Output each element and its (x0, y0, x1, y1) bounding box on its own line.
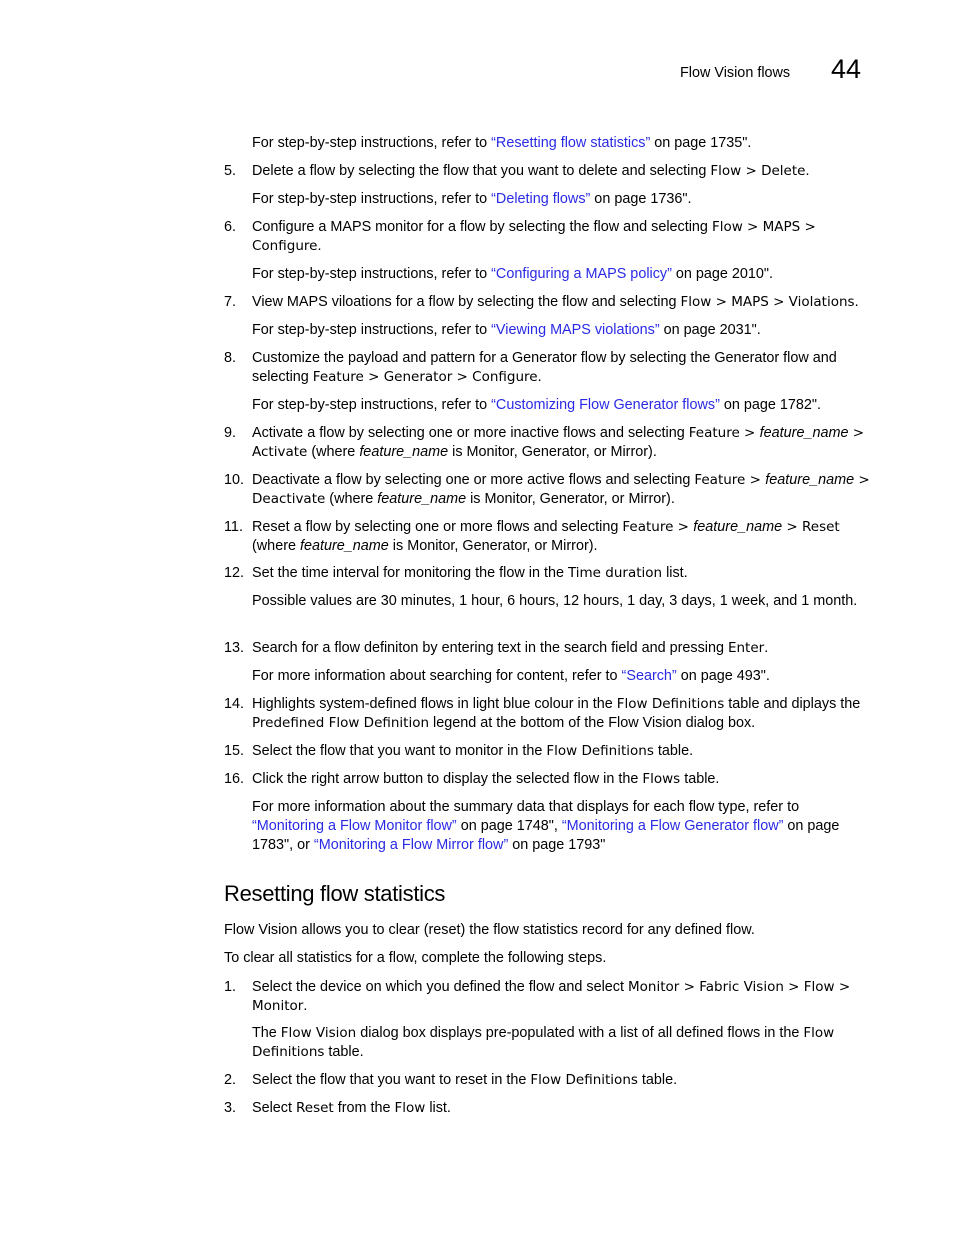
step-text: Select the device on which you defined the flow and select Monitor > Fabric Vision > Flow > Monitor. (252, 979, 851, 1014)
ui-label: Enter (727, 640, 765, 656)
paragraph: Flow Vision allows you to clear (reset) the flow statistics record for any defined flow. (224, 922, 755, 938)
cross-reference-link[interactable]: “Configuring a MAPS policy” (491, 266, 672, 282)
ui-label: Flows (642, 771, 681, 787)
cross-reference-link[interactable]: “Monitoring a Flow Mirror flow” (313, 837, 509, 853)
ui-label: Flow > MAPS > Configure (252, 219, 816, 254)
step-number: 9. (224, 425, 237, 441)
step-text: Configure a MAPS monitor for a flow by selecting the flow and selecting Flow > MAPS > Configure. (252, 219, 816, 254)
ui-label: Feature > Generator > Configure (312, 369, 538, 385)
ui-label: Flow > MAPS > Violations (680, 294, 855, 310)
cross-reference-link[interactable]: “Monitoring a Flow Monitor flow” (252, 818, 457, 834)
step-text: Customize the payload and pattern for a Generator flow by selecting the Generator flow and selecting Feature > Generator > Configure. (252, 350, 837, 385)
paragraph: For more information about searching for content, refer to “Search” on page 493". (252, 668, 770, 684)
step-text: Set the time interval for monitoring the flow in the Time duration list. (252, 565, 688, 581)
paragraph: For step-by-step instructions, refer to “Customizing Flow Generator flows” on page 1782". (252, 397, 821, 413)
step-text: Deactivate a flow by selecting one or more active flows and selecting Feature > feature_name > Deactivate (where feature_name is Monitor, Generator, or Mirror). (252, 472, 870, 507)
running-header-title: Flow Vision flows (680, 65, 791, 81)
step-number: 14. (224, 696, 245, 712)
cross-reference-link[interactable]: “Monitoring a Flow Generator flow” (561, 818, 784, 834)
paragraph: For more information about the summary data that displays for each flow type, refer to “Monitoring a Flow Monitor flow” on page 1748", “Monitoring a Flow Generator flow” on page 1783", or “Monitoring a Flow Mirror flow” on page 1793" (252, 799, 840, 853)
step-text: Select the flow that you want to reset in the Flow Definitions table. (252, 1072, 678, 1088)
chapter-number: 44 (831, 54, 862, 84)
step-number: 1. (224, 979, 237, 995)
step-number: 7. (224, 294, 237, 310)
step-text: Highlights system-defined flows in light blue colour in the Flow Definitions table and diplays the Predefined Flow Definition legend at the bottom of the Flow Vision dialog box. (252, 696, 861, 731)
cross-reference-link[interactable]: “Viewing MAPS violations” (491, 322, 660, 338)
cross-reference-link[interactable]: “Resetting flow statistics” (491, 135, 651, 151)
step-text: View MAPS viloations for a flow by selecting the flow and selecting Flow > MAPS > Violations. (252, 294, 859, 310)
step-number: 15. (224, 743, 245, 759)
cross-reference-link[interactable]: “Search” (621, 668, 677, 684)
ui-label: Time duration (567, 565, 663, 581)
cross-reference-link[interactable]: “Deleting flows” (491, 191, 591, 207)
section-heading: Resetting flow statistics (224, 881, 446, 906)
step-text: Activate a flow by selecting one or more inactive flows and selecting Feature > feature_name > Activate (where feature_name is Monitor, Generator, or Mirror). (252, 425, 865, 460)
step-text: Delete a flow by selecting the flow that you want to delete and selecting Flow > Delete. (252, 163, 810, 179)
step-number: 11. (224, 519, 243, 535)
step-number: 2. (224, 1072, 237, 1088)
step-number: 5. (224, 163, 237, 179)
cross-reference-link[interactable]: “Customizing Flow Generator flows” (491, 397, 720, 413)
paragraph: The Flow Vision dialog box displays pre-populated with a list of all defined flows in the Flow Definitions table. (252, 1025, 835, 1060)
paragraph: For step-by-step instructions, refer to “Configuring a MAPS policy” on page 2010". (252, 266, 774, 282)
step-text: Select the flow that you want to monitor in the Flow Definitions table. (252, 743, 694, 759)
paragraph: For step-by-step instructions, refer to “Viewing MAPS violations” on page 2031". (252, 322, 761, 338)
step-number: 13. (224, 640, 245, 656)
step-text: Click the right arrow button to display the selected flow in the Flows table. (252, 771, 720, 787)
step-number: 8. (224, 350, 237, 366)
ui-label: Flow Definitions (530, 1072, 638, 1088)
step-number: 6. (224, 219, 237, 235)
paragraph: Possible values are 30 minutes, 1 hour, 6 hours, 12 hours, 1 day, 3 days, 1 week, and 1 month. (252, 593, 858, 609)
step-number: 10. (224, 472, 245, 488)
paragraph: For step-by-step instructions, refer to “Deleting flows” on page 1736". (252, 191, 692, 207)
step-text: Select Reset from the Flow list. (252, 1100, 451, 1116)
paragraph: To clear all statistics for a flow, complete the following steps. (224, 950, 607, 966)
step-text: Search for a flow definiton by entering text in the search field and pressing Enter. (252, 640, 769, 656)
ui-label: Flow Definitions (546, 743, 654, 759)
ui-label: Flow > Delete (710, 163, 806, 179)
step-text: Reset a flow by selecting one or more flows and selecting Feature > feature_name > Reset (where feature_name is Monitor, Generator, or Mirror). (252, 519, 840, 554)
step-number: 12. (224, 565, 245, 581)
step-number: 16. (224, 771, 245, 787)
step-number: 3. (224, 1100, 237, 1116)
ui-label: Monitor > Fabric Vision > Flow > Monitor (252, 979, 851, 1014)
paragraph: For step-by-step instructions, refer to “Resetting flow statistics” on page 1735". (252, 135, 752, 151)
